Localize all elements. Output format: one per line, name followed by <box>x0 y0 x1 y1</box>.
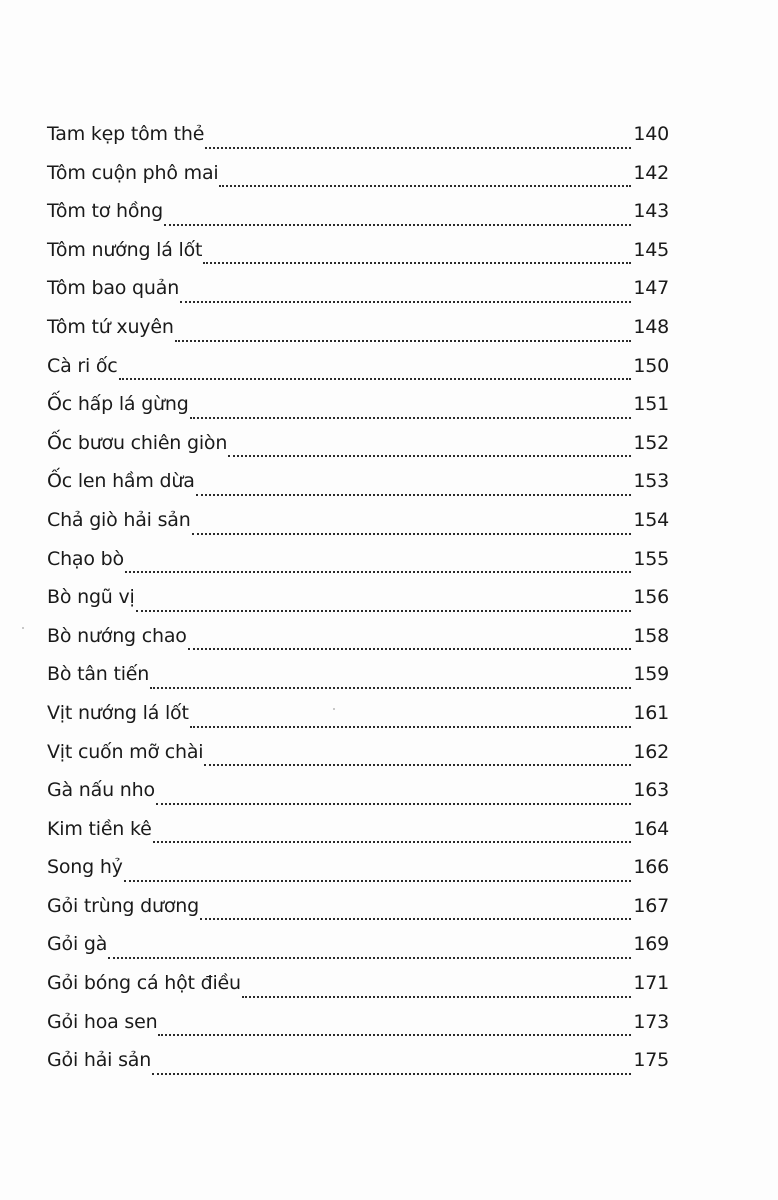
toc-entry-page-number: 155 <box>633 547 669 570</box>
toc-entry-page-number: 148 <box>633 315 669 338</box>
toc-entry[interactable] <box>47 895 669 934</box>
toc-entry-page-number: 147 <box>633 277 669 300</box>
toc-dot-leader <box>196 493 632 496</box>
toc-dot-leader <box>175 339 632 342</box>
toc-dot-leader <box>119 377 632 380</box>
toc-entry[interactable] <box>47 239 669 278</box>
toc-entry[interactable] <box>47 663 669 702</box>
toc-entry-page-number: 151 <box>633 393 669 416</box>
toc-dot-leader <box>219 184 631 187</box>
toc-entry[interactable] <box>47 393 669 432</box>
toc-entry-title: Tôm cuộn phô mai <box>47 161 219 184</box>
toc-entry[interactable] <box>47 316 669 355</box>
toc-entry-title: Chả giò hải sản <box>47 508 191 531</box>
toc-entry-page-number: 175 <box>633 1049 669 1072</box>
toc-entry-title: Tôm nướng lá lốt <box>47 238 203 261</box>
toc-entry[interactable] <box>47 509 669 548</box>
toc-entry-title: Bò ngũ vị <box>47 586 135 609</box>
toc-entry-page-number: 152 <box>633 431 669 454</box>
toc-entry-page-number: 156 <box>633 586 669 609</box>
toc-entry-page-number: 143 <box>633 200 669 223</box>
table-of-contents <box>47 123 669 1088</box>
toc-entry[interactable] <box>47 625 669 664</box>
toc-entry-page-number: 161 <box>633 701 669 724</box>
toc-entry[interactable] <box>47 741 669 780</box>
toc-entry[interactable] <box>47 470 669 509</box>
toc-dot-leader <box>228 454 631 457</box>
toc-entry-page-number: 164 <box>633 817 669 840</box>
toc-entry[interactable] <box>47 200 669 239</box>
toc-entry-page-number: 158 <box>633 624 669 647</box>
toc-dot-leader <box>242 995 631 998</box>
toc-entry-title: Tôm bao quản <box>47 277 180 300</box>
toc-entry-page-number: 140 <box>633 123 669 145</box>
toc-entry-page-number: 150 <box>633 354 669 377</box>
toc-entry[interactable] <box>47 277 669 316</box>
toc-dot-leader <box>124 879 632 882</box>
toc-entry[interactable] <box>47 972 669 1011</box>
toc-entry-page-number: 159 <box>633 663 669 686</box>
toc-dot-leader <box>156 802 631 805</box>
toc-entry-title: Ốc bươu chiên giòn <box>47 431 228 454</box>
toc-entry-title: Gỏi hải sản <box>47 1049 152 1072</box>
toc-entry[interactable] <box>47 586 669 625</box>
toc-dot-leader <box>150 686 631 689</box>
paper-speck <box>333 708 335 710</box>
toc-entry-title: Chạo bò <box>47 547 124 570</box>
toc-entry-page-number: 154 <box>633 508 669 531</box>
toc-entry-title: Vịt nướng lá lốt <box>47 701 189 724</box>
toc-entry-page-number: 167 <box>633 894 669 917</box>
toc-entry[interactable] <box>47 779 669 818</box>
toc-entry-page-number: 145 <box>633 238 669 261</box>
toc-entry-page-number: 169 <box>633 933 669 956</box>
toc-entry[interactable] <box>47 432 669 471</box>
toc-dot-leader <box>203 261 631 264</box>
toc-dot-leader <box>125 570 631 573</box>
toc-entry-title: Ốc len hầm dừa <box>47 470 195 493</box>
toc-entry-page-number: 142 <box>633 161 669 184</box>
toc-dot-leader <box>136 609 632 612</box>
toc-dot-leader <box>192 532 632 535</box>
toc-dot-leader <box>152 1072 631 1075</box>
toc-entry-page-number: 171 <box>633 972 669 995</box>
toc-dot-leader <box>153 840 632 843</box>
toc-entry-title: Ốc hấp lá gừng <box>47 393 189 416</box>
toc-entry[interactable] <box>47 856 669 895</box>
toc-entry-title: Vịt cuốn mỡ chài <box>47 740 204 763</box>
toc-entry-title: Gỏi trùng dương <box>47 894 199 917</box>
toc-entry-page-number: 166 <box>633 856 669 879</box>
toc-entry[interactable] <box>47 355 669 394</box>
toc-entry[interactable] <box>47 162 669 201</box>
toc-dot-leader <box>205 146 631 149</box>
toc-entry-title: Tôm tơ hồng <box>47 200 163 223</box>
toc-entry[interactable] <box>47 1049 669 1088</box>
toc-dot-leader <box>188 647 632 650</box>
toc-dot-leader <box>200 917 631 920</box>
toc-entry[interactable] <box>47 123 669 162</box>
toc-entry-title: Kim tiền kê <box>47 817 152 840</box>
toc-entry-title: Tôm tứ xuyên <box>47 315 174 338</box>
toc-dot-leader <box>108 956 631 959</box>
toc-entry-title: Gà nấu nho <box>47 779 155 802</box>
toc-entry-page-number: 153 <box>633 470 669 493</box>
toc-entry-title: Gỏi bóng cá hột điều <box>47 972 241 995</box>
toc-entry[interactable] <box>47 702 669 741</box>
toc-entry-title: Tam kẹp tôm thẻ <box>47 123 205 145</box>
toc-entry-page-number: 163 <box>633 779 669 802</box>
toc-dot-leader <box>204 763 631 766</box>
toc-dot-leader <box>190 725 632 728</box>
toc-entry-title: Gỏi hoa sen <box>47 1010 158 1033</box>
toc-dot-leader <box>180 300 631 303</box>
toc-entry[interactable] <box>47 548 669 587</box>
toc-entry-title: Song hỷ <box>47 856 123 879</box>
toc-entry-page-number: 162 <box>633 740 669 763</box>
toc-dot-leader <box>158 1033 631 1036</box>
toc-entry-title: Bò nướng chao <box>47 624 187 647</box>
toc-entry[interactable] <box>47 1011 669 1050</box>
toc-entry-title: Cà ri ốc <box>47 354 118 377</box>
toc-entry[interactable] <box>47 933 669 972</box>
toc-dot-leader <box>190 416 632 419</box>
toc-entry[interactable] <box>47 818 669 857</box>
toc-entry-page-number: 173 <box>633 1010 669 1033</box>
toc-entry-title: Bò tân tiến <box>47 663 150 686</box>
toc-dot-leader <box>164 223 631 226</box>
toc-entry-title: Gỏi gà <box>47 933 108 956</box>
paper-speck <box>22 627 24 629</box>
